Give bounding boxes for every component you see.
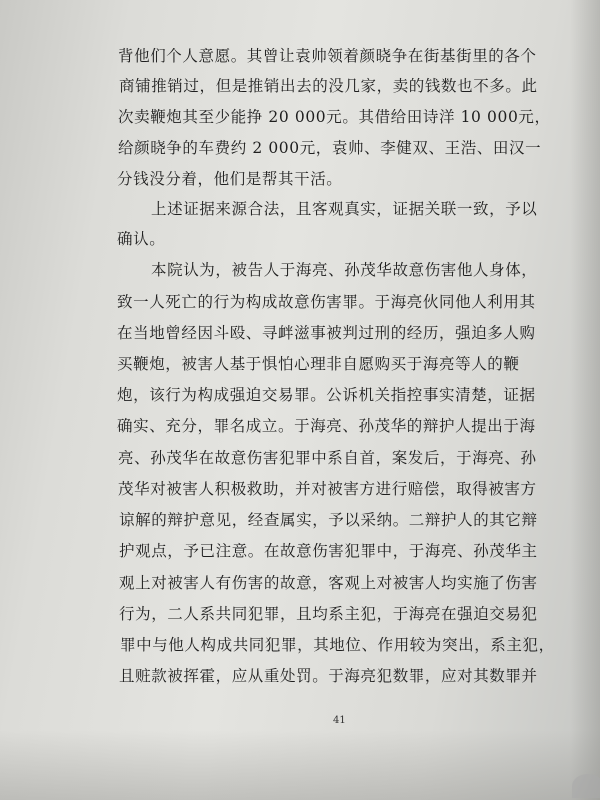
- text-line: 本院认为，被告人于海亮、孙茂华故意伤害他人身体，: [151, 261, 538, 279]
- text-line: 分钱没分着，他们是帮其干活。: [117, 170, 343, 188]
- text-line: 商铺推销过，但是推销出去的没几家，卖的钱数也不多。此: [119, 77, 538, 95]
- text-line: 致一人死亡的行为构成故意伤害罪。于海亮伙同他人利用其: [117, 293, 536, 311]
- text-line: 茂华对被害人积极救助，并对被害方进行赔偿，取得被害方: [118, 480, 537, 498]
- text-line: 给颜晓争的车费约 2 000元，袁帅、李健双、王浩、田汉一: [118, 139, 542, 157]
- text-line: 炮，该行为构成强迫交易罪。公诉机关指控事实清楚，证据: [117, 386, 536, 404]
- page-edge-shadow: [570, 0, 600, 800]
- text-line: 次卖鞭炮其至少能挣 20 000元。其借给田诗洋 10 000元，: [118, 108, 551, 126]
- corner-mark: [572, 774, 600, 798]
- text-line: 观上对被害人有伤害的故意，客观上对被害人均实施了伤害: [119, 574, 538, 592]
- text-line: 罪中与他人构成共同犯罪，其地位、作用较为突出，系主犯，: [120, 636, 555, 654]
- text-line: 上述证据来源合法，且客观真实，证据关联一致，予以: [151, 200, 538, 218]
- text-line: 护观点，予已注意。在故意伤害犯罪中，于海亮、孙茂华主: [119, 542, 538, 560]
- text-line: 在当地曾经因斗殴、寻衅滋事被判过刑的经历，强迫多人购: [117, 324, 536, 342]
- text-line: 背他们个人意愿。其曾让袁帅领着颜晓争在街基街里的各个: [118, 47, 537, 65]
- text-line: 买鞭炮，被害人基于惧怕心理非自愿购买于海亮等人的鞭: [117, 355, 520, 373]
- page-number: 41: [333, 715, 346, 726]
- text-line: 确实、充分，罪名成立。于海亮、孙茂华的辩护人提出于海: [117, 417, 536, 435]
- text-line: 亮、孙茂华在故意伤害犯罪中系自首，案发后，于海亮、孙: [118, 449, 537, 467]
- text-line: 行为，二人系共同犯罪，且均系主犯，于海亮在强迫交易犯: [119, 605, 538, 623]
- text-line: 谅解的辩护意见，经查属实，予以采纳。二辩护人的其它辩: [119, 511, 538, 529]
- text-line: 确认。: [117, 230, 166, 248]
- text-line: 且赃款被挥霍，应从重处罚。于海亮犯数罪，应对其数罪并: [119, 667, 538, 685]
- bottom-shadow: [0, 730, 600, 800]
